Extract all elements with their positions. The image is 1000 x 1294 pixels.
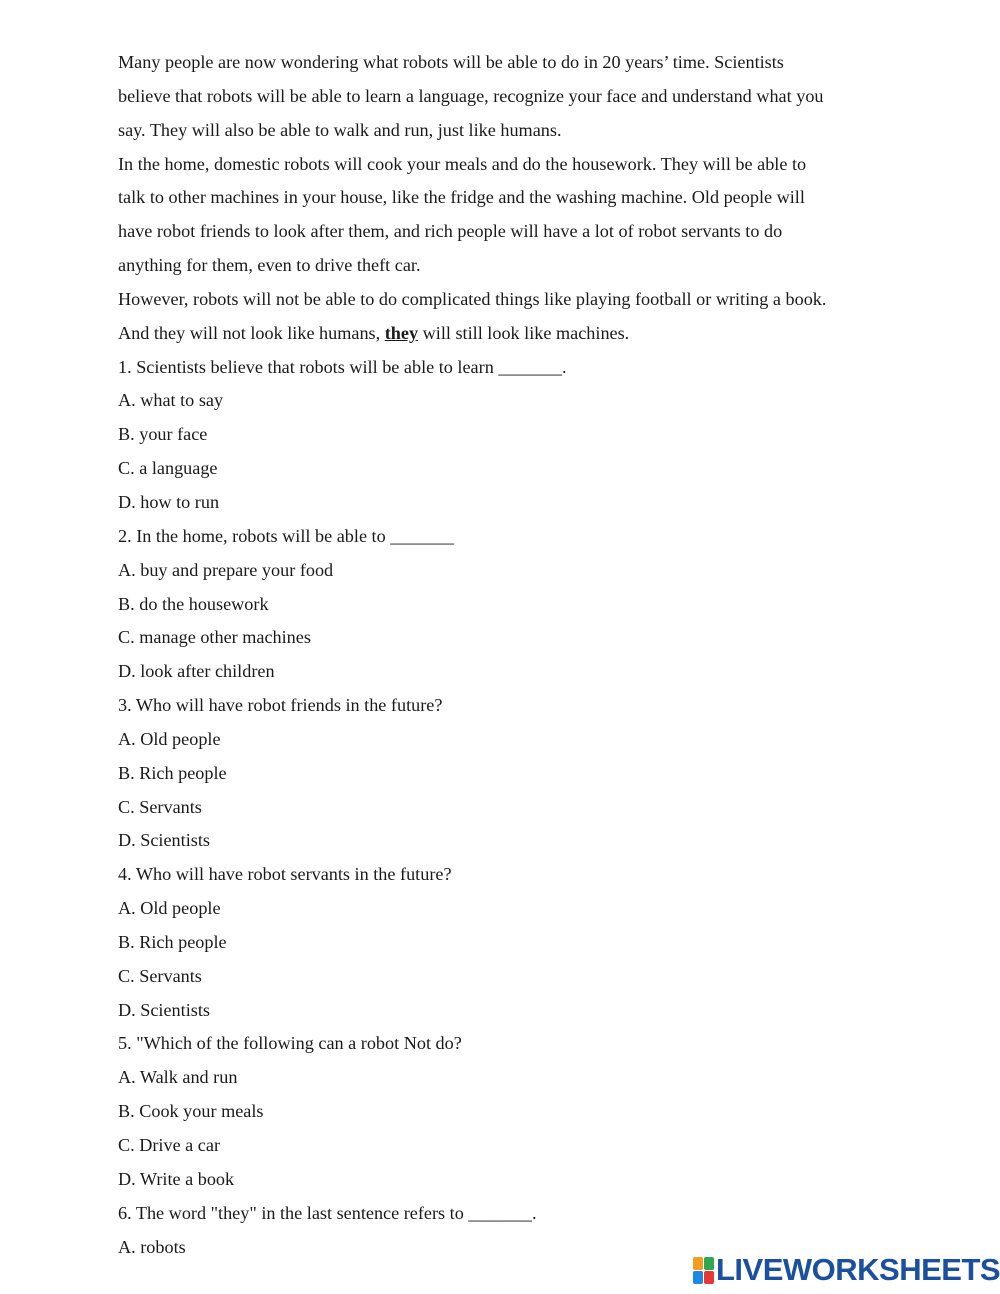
passage-line: Many people are now wondering what robots will be able to do in 20 years’ time. Scientists: [118, 52, 784, 72]
passage-text: will still look like machines.: [418, 322, 630, 343]
question-prompt: 5. "Which of the following can a robot Not do?: [118, 1033, 462, 1054]
logo-tile: [704, 1271, 714, 1284]
logo-tile: [693, 1257, 703, 1270]
answer-option[interactable]: B. Rich people: [118, 931, 227, 952]
question-prompt: 6. The word "they" in the last sentence refers to _______.: [118, 1202, 537, 1223]
passage-line: In the home, domestic robots will cook your meals and do the housework. They will be able to: [118, 153, 807, 174]
answer-option[interactable]: A. Old people: [118, 728, 221, 749]
worksheet-content: [118, 46, 898, 1264]
answer-option[interactable]: C. Servants: [118, 965, 202, 986]
answer-option[interactable]: B. your face: [118, 424, 208, 445]
question-prompt: 4. Who will have robot servants in the future?: [118, 864, 452, 885]
answer-option[interactable]: A. Old people: [118, 898, 221, 919]
answer-option[interactable]: C. a language: [118, 458, 218, 479]
liveworksheets-logo-icon: [693, 1257, 713, 1283]
brand-name: LIVEWORKSHEETS: [716, 1252, 1000, 1287]
answer-option[interactable]: D. Scientists: [118, 999, 210, 1020]
answer-option[interactable]: A. Walk and run: [118, 1067, 238, 1088]
answer-option[interactable]: B. Rich people: [118, 762, 227, 783]
question-3: [118, 689, 898, 858]
passage-line: have robot friends to look after them, and rich people will have a lot of robot servants to do: [118, 221, 783, 242]
question-prompt: 3. Who will have robot friends in the future?: [118, 695, 443, 716]
answer-option[interactable]: D. Scientists: [118, 830, 210, 851]
answer-option[interactable]: A. robots: [118, 1236, 186, 1257]
answer-option[interactable]: C. Servants: [118, 796, 202, 817]
passage-line: However, robots will not be able to do complicated things like playing football or writing a book.: [118, 288, 827, 309]
passage-line: anything for them, even to drive theft car.: [118, 255, 421, 276]
liveworksheets-brand[interactable]: [693, 1252, 1000, 1287]
answer-option[interactable]: B. Cook your meals: [118, 1101, 264, 1122]
passage-line: say. They will also be able to walk and run, just like humans.: [118, 119, 562, 140]
logo-tile: [704, 1257, 714, 1270]
passage-last-line: [118, 317, 898, 351]
answer-option[interactable]: D. how to run: [118, 491, 220, 512]
answer-option[interactable]: B. do the housework: [118, 593, 269, 614]
answer-option[interactable]: C. Drive a car: [118, 1135, 221, 1155]
passage-text: And they will not look like humans,: [118, 322, 385, 343]
question-4: [118, 858, 898, 1027]
passage-line: believe that robots will be able to learn a language, recognize your face and understand what you: [118, 85, 824, 106]
passage-line: talk to other machines in your house, like the fridge and the washing machine. Old people will: [118, 187, 805, 208]
answer-option[interactable]: D. Write a book: [118, 1168, 235, 1189]
question-5: [118, 1027, 898, 1196]
answer-option[interactable]: A. buy and prepare your food: [118, 559, 334, 580]
question-prompt: 2. In the home, robots will be able to _______: [118, 525, 454, 546]
reading-passage: [118, 46, 898, 351]
question-2: [118, 520, 898, 689]
question-prompt: 1. Scientists believe that robots will be able to learn _______.: [118, 356, 567, 377]
answer-option[interactable]: A. what to say: [118, 390, 224, 411]
answer-option[interactable]: C. manage other machines: [118, 627, 311, 648]
logo-tile: [693, 1271, 703, 1284]
question-1: [118, 351, 898, 520]
answer-option[interactable]: D. look after children: [118, 661, 275, 682]
highlighted-word-they: they: [384, 322, 419, 343]
